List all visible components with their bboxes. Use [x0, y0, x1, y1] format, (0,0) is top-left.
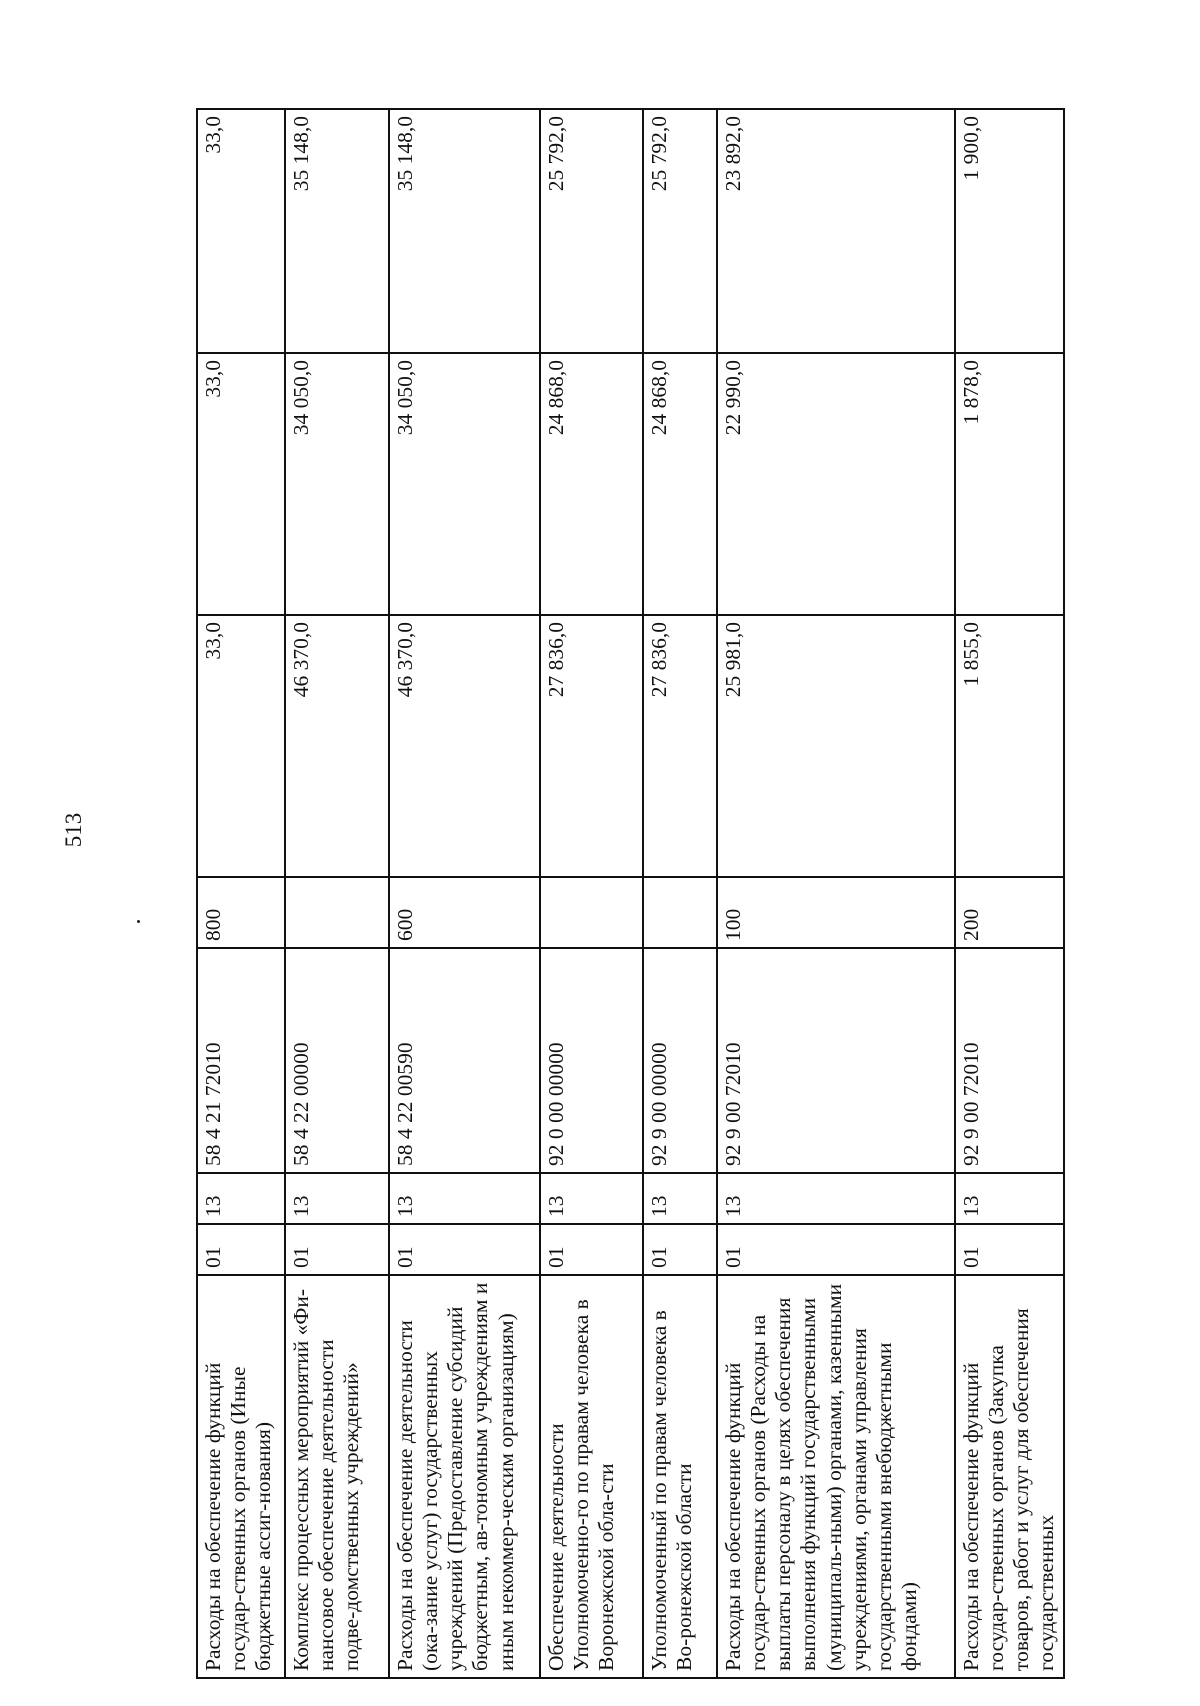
amount-year2-cell: 24 868,0	[540, 353, 643, 615]
amount-year3-cell: 35 148,0	[389, 109, 540, 353]
subsection-code-cell: 13	[643, 1173, 717, 1224]
expense-type-cell: 800	[197, 877, 285, 948]
amount-year2-cell: 24 868,0	[643, 353, 717, 615]
table-body	[197, 109, 1064, 1678]
subsection-code-cell: 13	[197, 1173, 285, 1224]
row-name-cell: Обеспечение деятельности Уполномоченно-го по правам человека в Воронежской обла-сти	[540, 1275, 643, 1678]
section-code-cell: 01	[389, 1224, 540, 1275]
section-code-cell: 01	[955, 1224, 1064, 1275]
amount-year1-cell: 27 836,0	[643, 615, 717, 877]
amount-year1-cell: 27 836,0	[540, 615, 643, 877]
row-name-cell: Расходы на обеспечение функций государ-ственных органов (Иные бюджетные ассиг-нования)	[197, 1275, 285, 1678]
amount-year1-cell: 33,0	[197, 615, 285, 877]
table-row	[643, 109, 717, 1678]
target-article-cell: 92 9 00 72010	[717, 948, 955, 1173]
expense-type-cell	[540, 877, 643, 948]
amount-year3-cell: 23 892,0	[717, 109, 955, 353]
amount-year3-cell: 25 792,0	[643, 109, 717, 353]
subsection-code-cell: 13	[285, 1173, 389, 1224]
amount-year3-cell: 33,0	[197, 109, 285, 353]
row-name-cell: Комплекс процессных мероприятий «Фи-нансовое обеспечение деятельности подве-домственных учреждений»	[285, 1275, 389, 1678]
page-number: 513	[61, 812, 86, 848]
amount-year2-cell: 33,0	[197, 353, 285, 615]
table-row	[389, 109, 540, 1678]
expense-type-cell	[643, 877, 717, 948]
target-article-cell: 58 4 22 00590	[389, 948, 540, 1173]
amount-year2-cell: 34 050,0	[285, 353, 389, 615]
target-article-cell: 92 9 00 00000	[643, 948, 717, 1173]
amount-year3-cell: 1 900,0	[955, 109, 1064, 353]
expense-type-cell	[285, 877, 389, 948]
amount-year3-cell: 35 148,0	[285, 109, 389, 353]
expense-type-cell: 200	[955, 877, 1064, 948]
row-name-cell: Расходы на обеспечение деятельности (ока-зание услуг) государственных учреждений (Предоставление субсидий бюджетным, ав-тономным учреждениям и иным некоммер-ческим организациям)	[389, 1275, 540, 1678]
amount-year1-cell: 25 981,0	[717, 615, 955, 877]
table-row	[540, 109, 643, 1678]
target-article-cell: 58 4 21 72010	[197, 948, 285, 1173]
amount-year1-cell: 1 855,0	[955, 615, 1064, 877]
section-code-cell: 01	[643, 1224, 717, 1275]
expense-type-cell: 100	[717, 877, 955, 948]
subsection-code-cell: 13	[955, 1173, 1064, 1224]
row-name-cell: Расходы на обеспечение функций государ-ственных органов (Закупка товаров, работ и услуг для обеспечения государственных	[955, 1275, 1064, 1678]
scan-speck	[137, 920, 140, 923]
subsection-code-cell: 13	[717, 1173, 955, 1224]
budget-table	[196, 108, 1065, 1679]
section-code-cell: 01	[197, 1224, 285, 1275]
target-article-cell: 92 9 00 72010	[955, 948, 1064, 1173]
amount-year2-cell: 22 990,0	[717, 353, 955, 615]
section-code-cell: 01	[717, 1224, 955, 1275]
amount-year2-cell: 34 050,0	[389, 353, 540, 615]
table-row	[955, 109, 1064, 1678]
amount-year2-cell: 1 878,0	[955, 353, 1064, 615]
amount-year1-cell: 46 370,0	[285, 615, 389, 877]
row-name-cell: Расходы на обеспечение функций государ-ственных органов (Расходы на выплаты персоналу в целях обеспечения выполнения функций государственными (муниципаль-ными) органами, казенными учреждениями, органами управления государственными внебюджетными фондами)	[717, 1275, 955, 1678]
budget-table-container	[196, 110, 1059, 1679]
table-row	[197, 109, 285, 1678]
row-name-cell: Уполномоченный по правам человека в Во-ронежской области	[643, 1275, 717, 1678]
amount-year1-cell: 46 370,0	[389, 615, 540, 877]
expense-type-cell: 600	[389, 877, 540, 948]
target-article-cell: 92 0 00 00000	[540, 948, 643, 1173]
subsection-code-cell: 13	[389, 1173, 540, 1224]
subsection-code-cell: 13	[540, 1173, 643, 1224]
table-row	[285, 109, 389, 1678]
section-code-cell: 01	[285, 1224, 389, 1275]
table-row	[717, 109, 955, 1678]
target-article-cell: 58 4 22 00000	[285, 948, 389, 1173]
section-code-cell: 01	[540, 1224, 643, 1275]
amount-year3-cell: 25 792,0	[540, 109, 643, 353]
